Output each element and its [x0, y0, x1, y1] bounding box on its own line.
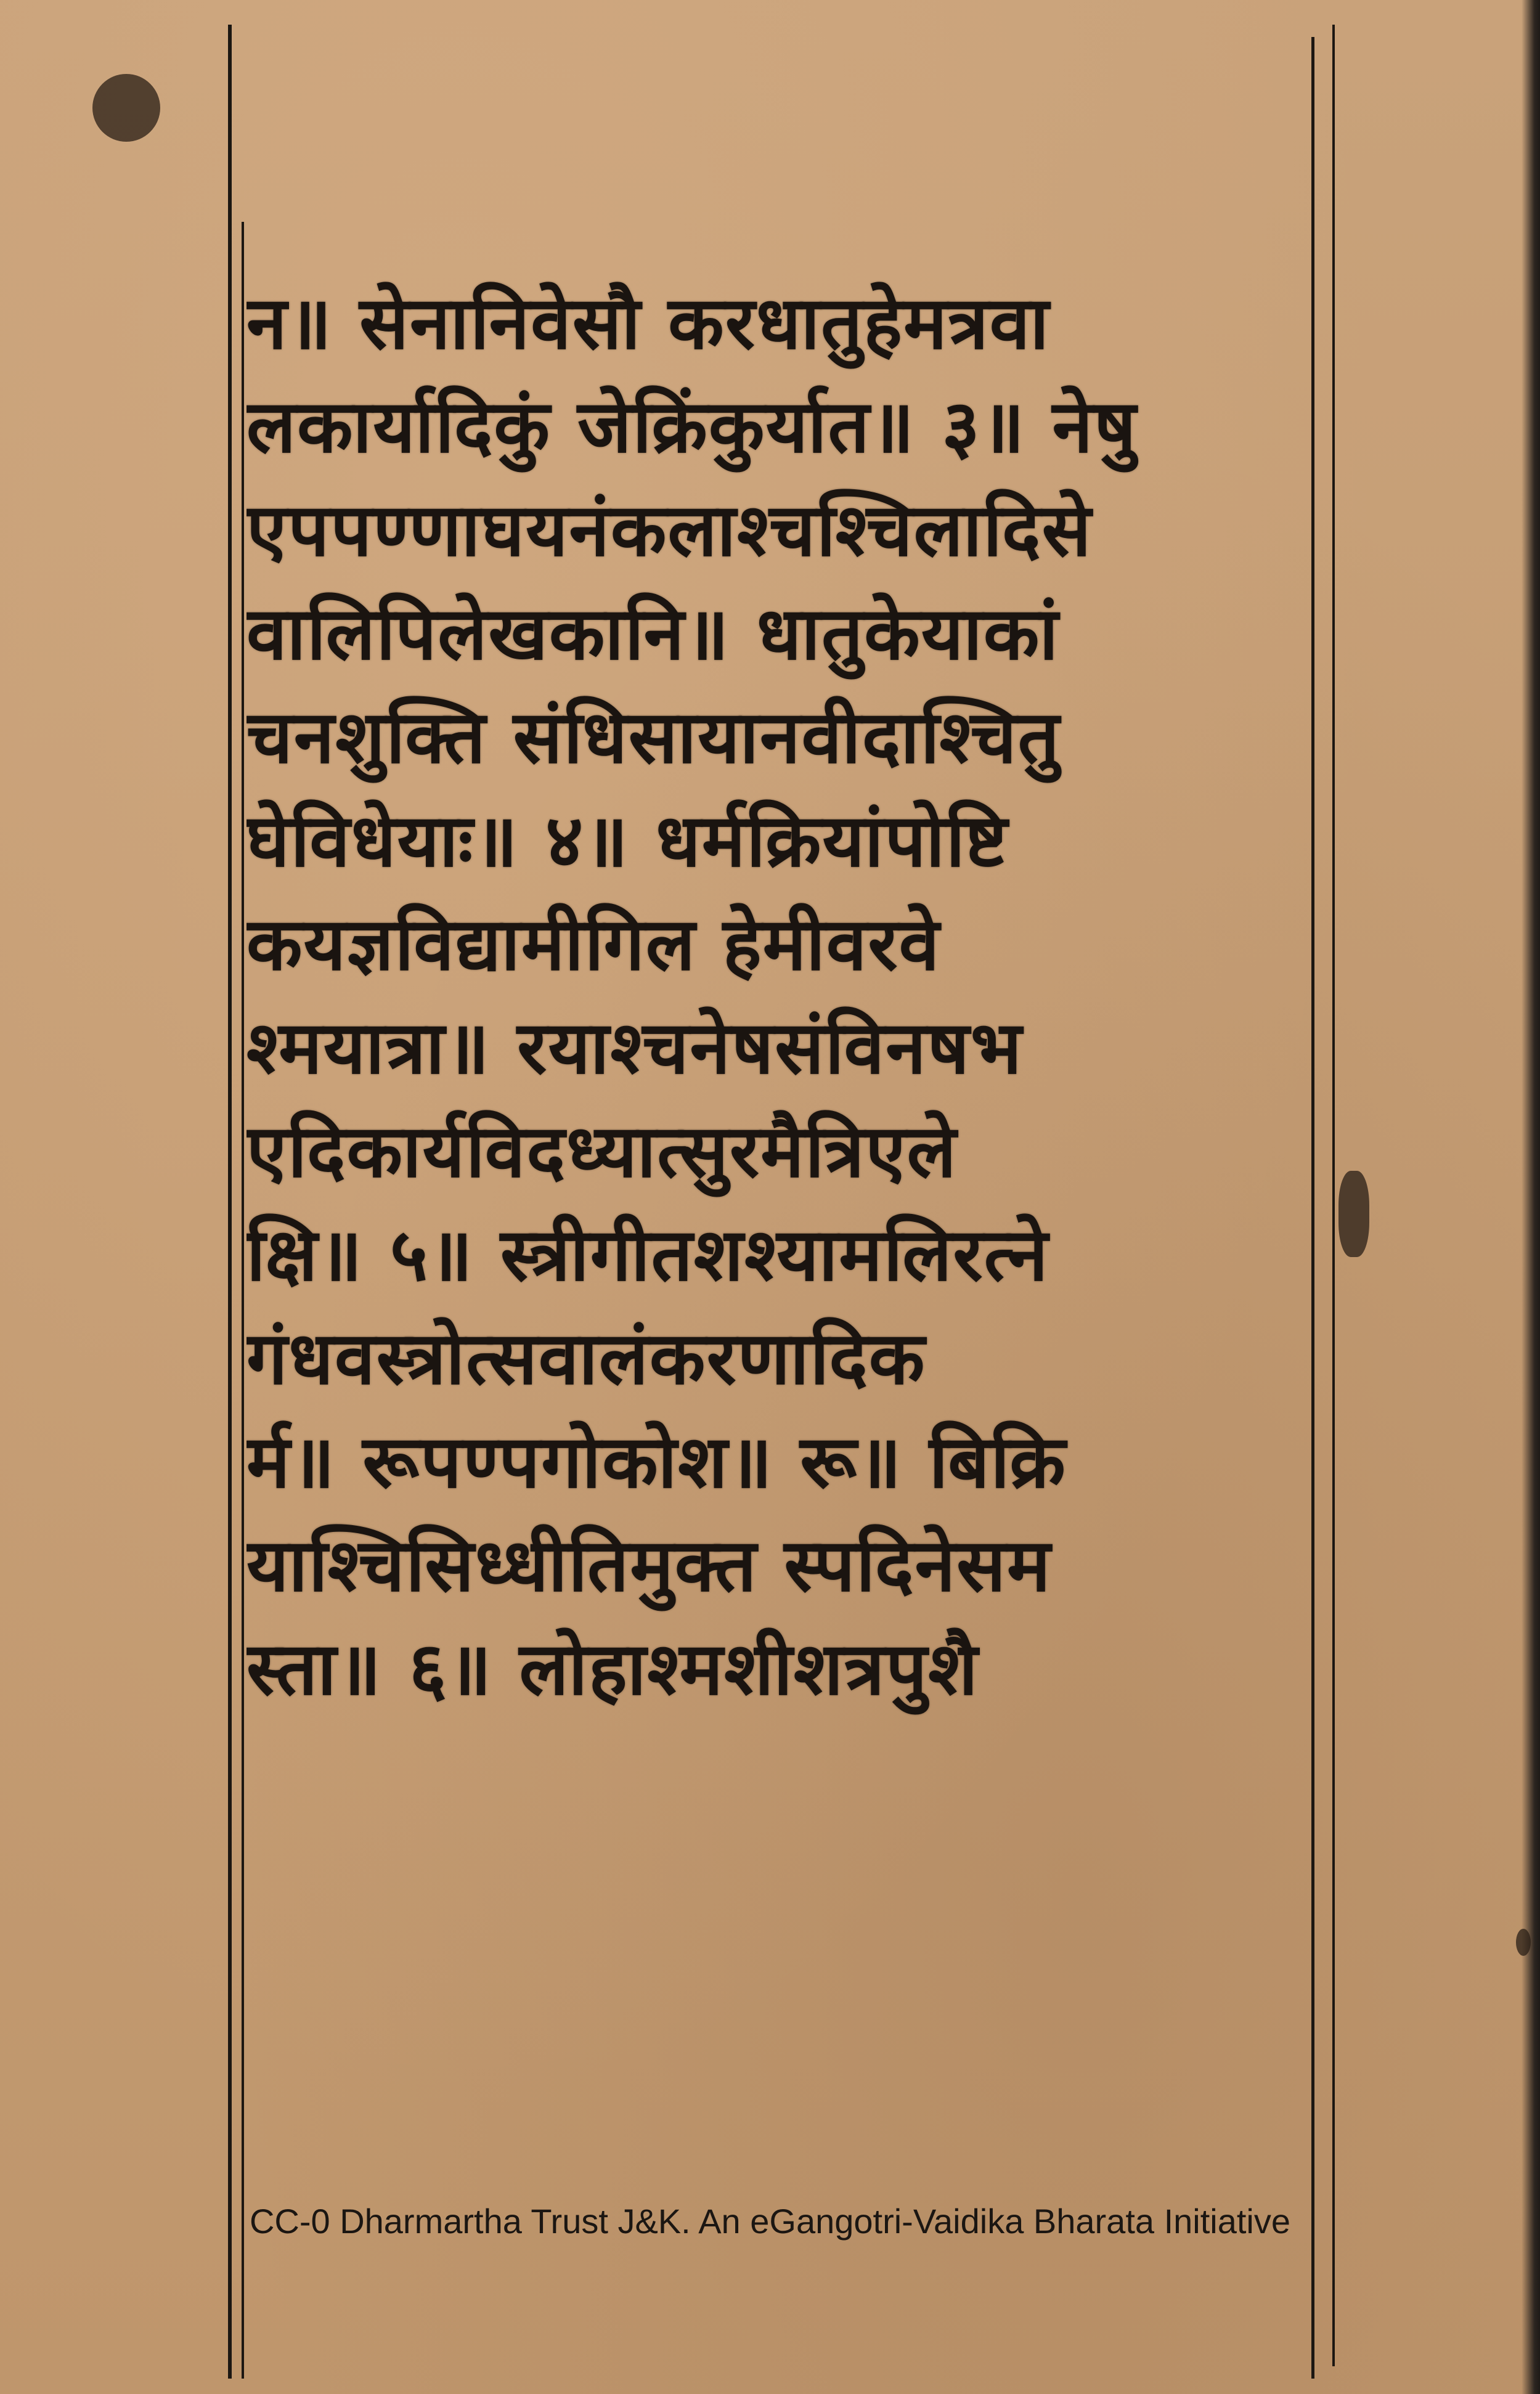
ink-stain-top-left [92, 74, 160, 142]
right-margin-rule-outer [1332, 25, 1335, 2366]
ink-stain-right-margin [1338, 1171, 1369, 1257]
manuscript-line: श्मयात्रा॥ रयाश्चनेषसंविनषभ [246, 1004, 1023, 1090]
left-margin-rule-inner [242, 222, 244, 2379]
manuscript-line: गंधवस्त्रोत्सवालंकरणादिक [246, 1315, 926, 1401]
page-edge-shadow [1522, 0, 1540, 2394]
manuscript-line: वालिपिलेखकानि॥ धातुकेयाकां [246, 590, 1060, 676]
manuscript-line: र्म॥ रूपण्पगोकोश॥ रू॥ बिक्रि [246, 1419, 1067, 1504]
manuscript-line: चनशुक्ति संधिसायानवीदाश्चितु [246, 694, 1061, 780]
manuscript-line: कयज्ञविद्यामीगिल हेमीवरवे [246, 901, 941, 987]
manuscript-line: याश्चिसिध्धीतिमुक्त स्पदिनेसम [246, 1522, 1052, 1608]
manuscript-line: घेविधेयाः॥ ४॥ धर्मक्रियांपोष्टि [246, 797, 1009, 883]
manuscript-line: एपपण्णाघयनंकलाश्चश्चिलादिसे [246, 487, 1093, 572]
license-footer: CC-0 Dharmartha Trust J&K. An eGangotri-Vaidika Bharata Initiative [249, 2202, 1291, 2241]
manuscript-line: क्षि॥ ५॥ स्त्रीगीतशश्यामलिरत्ने [246, 1211, 1049, 1297]
manuscript-line: एदिकार्यविदध्यात्सुरमैत्रिएले [246, 1108, 958, 1194]
manuscript-line: न॥ सेनानिवेसौ करधातुहेमत्रवा [246, 280, 1050, 365]
left-margin-rule-outer [228, 25, 232, 2379]
ink-dot-right-edge [1516, 1929, 1531, 1956]
manuscript-text-block [246, 271, 1319, 1720]
manuscript-line: लकार्यादिकुं जेक्रिंकुर्यात॥ ३॥ नेषु [246, 383, 1138, 469]
manuscript-line: स्ता॥ ६॥ लोहाश्मशीशत्रपुशै [246, 1626, 979, 1711]
